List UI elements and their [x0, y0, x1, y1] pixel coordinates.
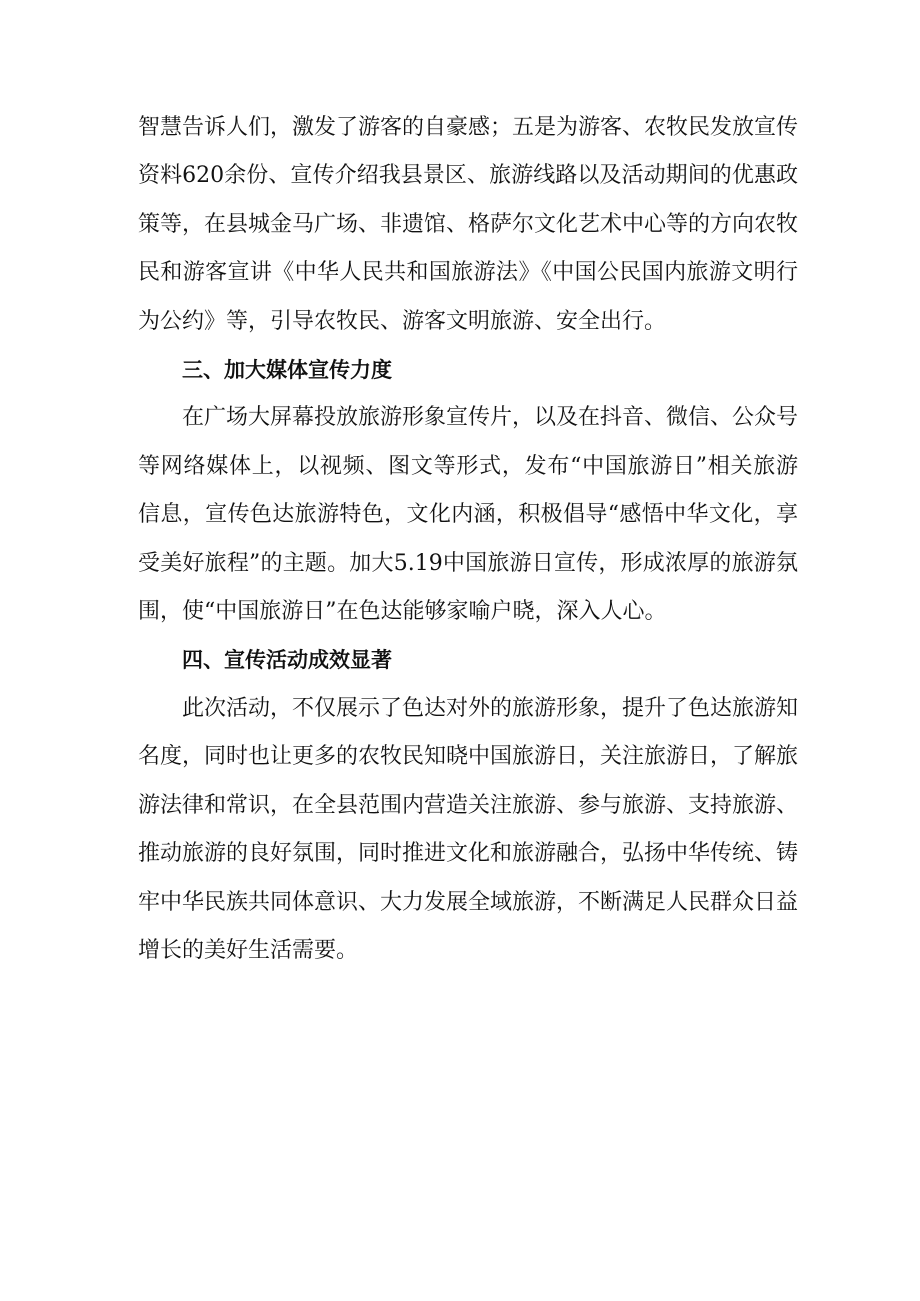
section-heading-results: 四、宣传活动成效显著 — [182, 648, 392, 673]
paragraph-continuation: 智慧告诉人们，激发了游客的自豪感；五是为游客、农牧民发放宣传资料620余份、宣传介绍我县景区、旅游线路以及活动期间的优惠政策等，在县城金马广场、非遗馆、格萨尔文化艺术中心等的方向农牧民和游客宣讲《中华人民共和国旅游法》《中国公民国内旅游文明行为公约》等，引导农牧民、游客文明旅游、安全出行。 — [138, 115, 799, 334]
document-page — [138, 104, 798, 975]
paragraph-media-promotion: 在广场大屏幕投放旅游形象宣传片，以及在抖音、微信、公众号等网络媒体上，以视频、图文等形式，发布“中国旅游日”相关旅游信息，宣传色达旅游特色，文化内涵，积极倡导“感悟中华文化，享受美好旅程”的主题。加大5.19中国旅游日宣传，形成浓厚的旅游氛围，使“中国旅游日”在色达能够家喻户晓，深入人心。 — [138, 405, 799, 625]
section-heading-media-promotion: 三、加大媒体宣传力度 — [182, 358, 392, 383]
paragraph-results: 此次活动，不仅展示了色达对外的旅游形象，提升了色达旅游知名度，同时也让更多的农牧民知晓中国旅游日，关注旅游日，了解旅游法律和常识，在全县范围内营造关注旅游、参与旅游、支持旅游、推动旅游的良好氛围，同时推进文化和旅游融合，弘扬中华传统、铸牢中华民族共同体意识、大力发展全域旅游，不断满足人民群众日益增长的美好生活需要。 — [138, 695, 799, 963]
